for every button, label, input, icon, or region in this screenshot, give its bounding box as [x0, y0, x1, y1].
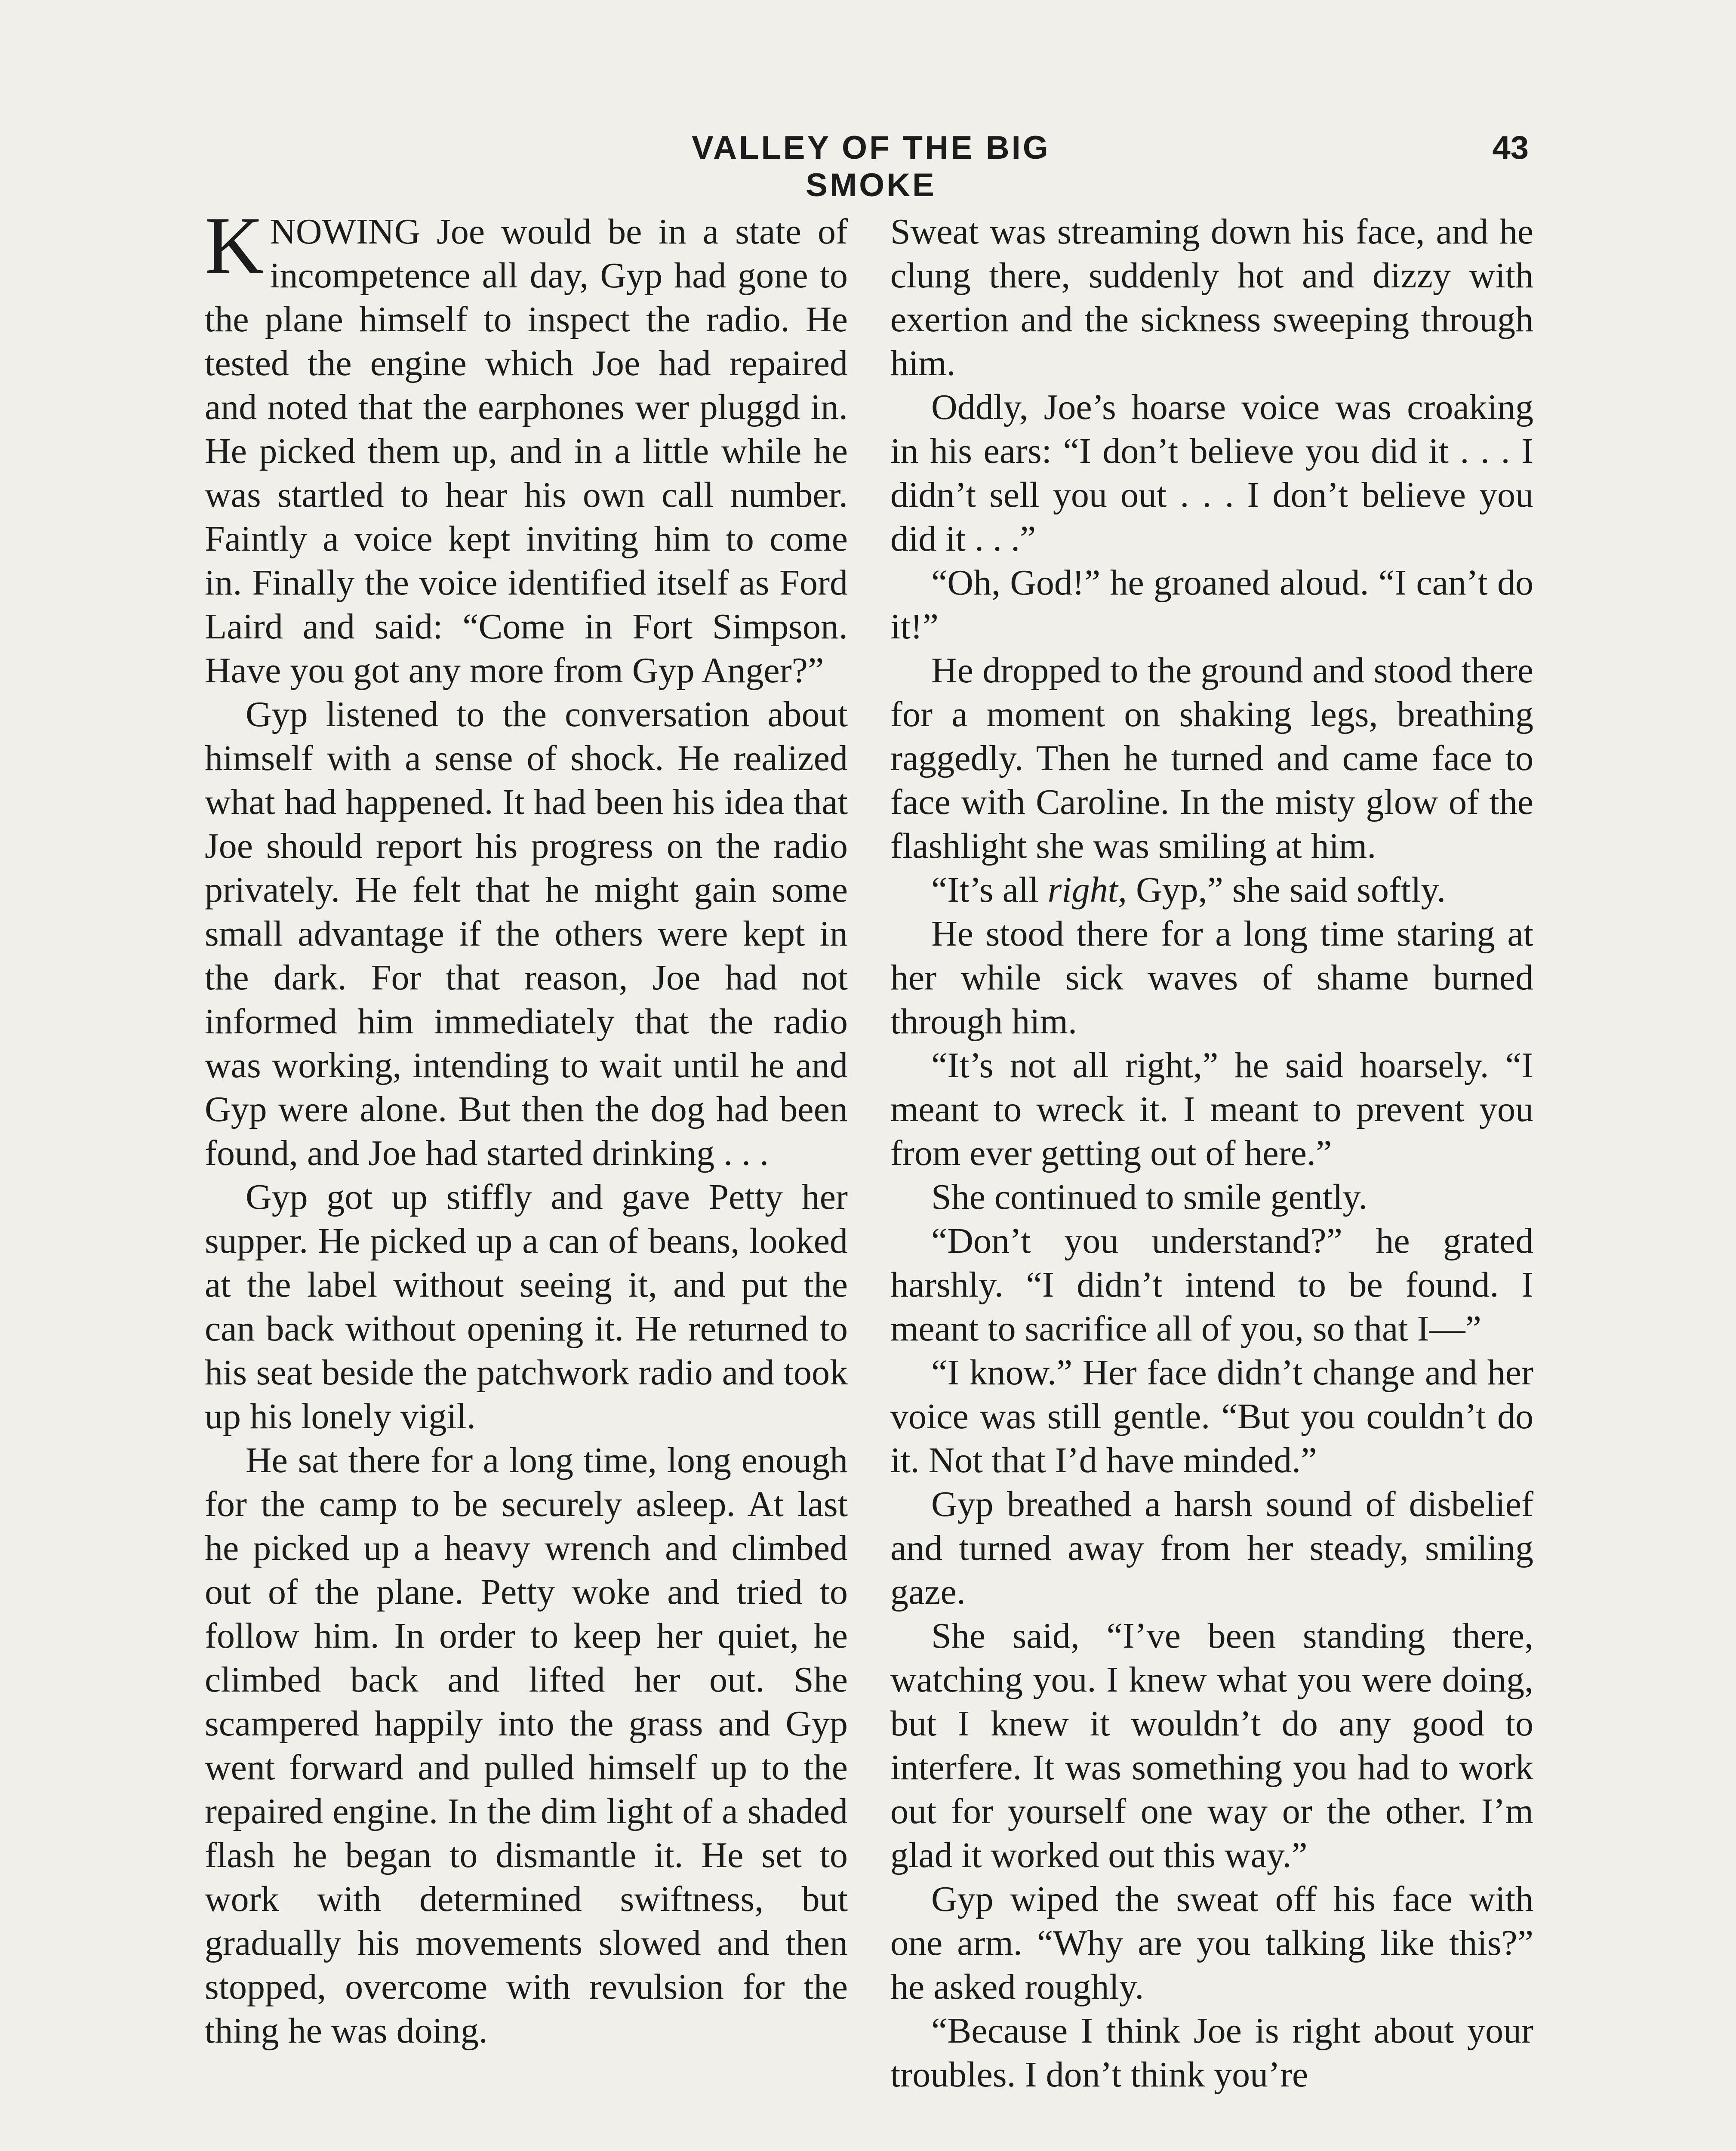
paragraph-14: “I know.” Her face didn’t change and her voice was still gentle. “But you couldn’t do it. Not that I’d have minded.”: [890, 1353, 1533, 1480]
paragraph-16: She said, “I’ve been standing there, watching you. I knew what you were doing, but I knew it wouldn’t do any good to interfere. It was something you had to work out for yourself one way or the other. I’m glad it worked out this way.”: [890, 1616, 1533, 1875]
drop-cap: K: [205, 200, 264, 291]
italic-word: right,: [1047, 870, 1127, 910]
paragraph-text: Gyp,” she said softly.: [1127, 870, 1446, 910]
page-title: VALLEY OF THE BIG SMOKE: [692, 129, 1050, 203]
paragraph-5: Sweat was streaming down his face, and he clung there, suddenly hot and dizzy with exertion and the sickness sweeping through him.: [890, 212, 1533, 383]
paragraph-2: Gyp listened to the conversation about himself with a sense of shock. He realized what had happened. It had been his idea that Joe should report his progress on the radio privately. He felt that he might gain some small advantage if the others were kept in the dark. For that reason, Joe had not informed him immediately that the radio was working, intending to wait until he and Gyp were alone. But then the dog had been found, and Joe had started drinking . . .: [205, 694, 848, 1173]
right-column: [890, 210, 1533, 2097]
paragraph-11: “It’s not all right,” he said hoarsely. “I meant to wreck it. I meant to prevent you from ever getting out of here.”: [890, 1045, 1533, 1173]
paragraph-7: “Oh, God!” he groaned aloud. “I can’t do it!”: [890, 563, 1533, 647]
paragraph-9: [890, 868, 1533, 912]
paragraph-text: Joe would be in a state of incompetence all day, Gyp had gone to the plane himself to inspect the radio. He tested the engine which Joe had repaired and noted that the earphones wer pluggd in. He picked them up, and in a little while he was startled to hear his own call number. Faintly a voice kept inviting him to come in. Finally the voice identified itself as Ford Laird and said: “Come in Fort Simpson. Have you got any more from Gyp Anger?”: [205, 212, 848, 690]
left-column: [205, 200, 848, 2053]
paragraph-1: [205, 200, 848, 693]
paragraph-17: Gyp wiped the sweat off his face with one arm. “Why are you talking like this?” he asked roughly.: [890, 1879, 1533, 2007]
page-number: 43: [1492, 129, 1529, 166]
paragraph-3: Gyp got up stiffly and gave Petty her supper. He picked up a can of beans, looked at the label without seeing it, and put the can back without opening it. He returned to his seat beside the patchwork radio and took up his lonely vigil.: [205, 1177, 848, 1436]
paragraph-13: “Don’t you understand?” he grated harshly. “I didn’t intend to be found. I meant to sacrifice all of you, so that I—”: [890, 1221, 1533, 1349]
paragraph-10: He stood there for a long time staring at her while sick waves of shame burned through him.: [890, 914, 1533, 1042]
paragraph-4: He sat there for a long time, long enough for the camp to be securely asleep. At last he picked up a heavy wrench and climbed out of the plane. Petty woke and tried to follow him. In order to keep her quiet, he climbed back and lifted her out. She scampered happily into the grass and Gyp went forward and pulled himself up to the repaired engine. In the dim light of a shaded flash he began to dismantle it. He set to work with determined swiftness, but gradually his movements slowed and then stopped, overcome with revulsion for the thing he was doing.: [205, 1440, 848, 2051]
paragraph-15: Gyp breathed a harsh sound of disbelief and turned away from her steady, smiling gaze.: [890, 1484, 1533, 1612]
lead-word: NOWING: [270, 212, 421, 252]
paragraph-12: She continued to smile gently.: [931, 1177, 1368, 1217]
paragraph-text: “It’s all: [931, 870, 1048, 910]
paragraph-8: He dropped to the ground and stood there for a moment on shaking legs, breathing raggedly. Then he turned and came face to face with Caroline. In the misty glow of the flashlight she was smiling at him.: [890, 650, 1533, 866]
paragraph-6: Oddly, Joe’s hoarse voice was croaking in his ears: “I don’t believe you did it . . . I didn’t sell you out . . . I don’t believe you did it . . .”: [890, 387, 1533, 559]
paragraph-18: “Because I think Joe is right about your troubles. I don’t think you’re: [890, 2011, 1533, 2095]
